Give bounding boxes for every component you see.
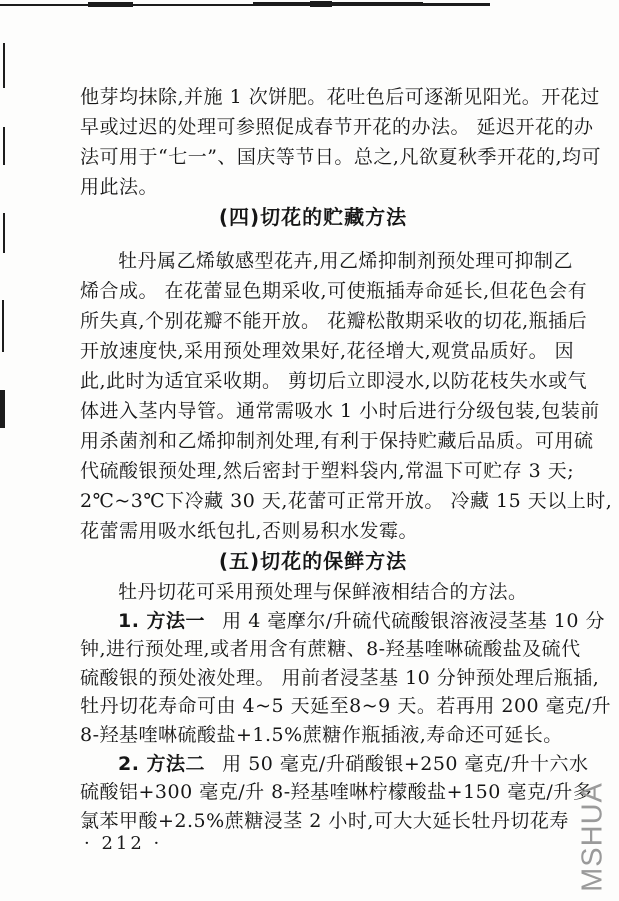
scan-artifact-top-line xyxy=(373,4,387,6)
scan-artifact-left-edge xyxy=(2,300,4,352)
text-line: 8-羟基喹啉硫酸盐+1.5%蔗糖作瓶插液,寿命还可延长。 xyxy=(80,723,563,746)
section-heading-storage xyxy=(80,201,546,233)
paragraph-storage-method xyxy=(80,246,613,546)
watermark-text: MSHUA xyxy=(576,782,609,892)
text-line: 牡丹切花寿命可由 4~5 天延至8~9 天。若再用 200 毫克/升 xyxy=(80,695,612,718)
text-line-method-1 xyxy=(80,607,605,636)
heading-text: (五)切花的保鲜方法 xyxy=(218,549,408,573)
text-line: 花蕾需用吸水纸包扎,否则易积水发霉。 xyxy=(80,520,419,542)
text-line: 此,此时为适宜采收期。 剪切后立即浸水,以防花枝失水或气 xyxy=(80,370,588,392)
text-line: 烯合成。 在花蕾显色期采收,可使瓶插寿命延长,但花色会有 xyxy=(80,280,588,302)
text-line: 代硫酸银预处理,然后密封于塑料袋内,常温下可贮存 3 天; xyxy=(80,460,575,482)
page-number: · 212 · xyxy=(84,833,163,854)
scan-artifact-left-edge xyxy=(3,213,5,253)
text-line: 牡丹切花可采用预处理与保鲜液相结合的方法。 xyxy=(118,581,528,603)
text-line: 用杀菌剂和乙烯抑制剂处理,有利于保持贮藏后品质。可用硫 xyxy=(80,430,594,452)
scan-artifact-top-line xyxy=(392,3,490,6)
text-line: 体进入茎内导管。通常需吸水 1 小时后进行分级包装,包装前 xyxy=(80,400,600,422)
text-line: 他芽均抹除,并施 1 次饼肥。花吐色后可逐渐见阳光。开花过 xyxy=(80,86,600,108)
method-1-label: 1. 方法一 xyxy=(118,609,206,632)
scan-artifact-top-line xyxy=(130,4,255,6)
text-line-method-2 xyxy=(80,750,589,779)
scan-artifact-top-line xyxy=(310,1,332,7)
paragraph-forcing-bloom xyxy=(80,82,602,202)
method-1-text: 用 4 毫摩尔/升硫代硫酸银溶液浸茎基 10 分 xyxy=(222,609,605,632)
heading-text: (四)切花的贮藏方法 xyxy=(218,205,408,229)
text-line: 硫酸铝+300 毫克/升 8-羟基喹啉柠檬酸盐+150 毫克/升多 xyxy=(80,781,593,804)
paragraph-preservation-methods xyxy=(80,578,612,835)
text-line: 2℃~3℃下冷藏 30 天,花蕾可正常开放。 冷藏 15 天以上时, xyxy=(80,490,613,512)
text-line: 开放速度快,采用预处理效果好,花径增大,观赏品质好。 因 xyxy=(80,340,575,362)
text-line: 法可用于“七一”、国庆等节日。总之,凡欲夏秋季开花的,均可 xyxy=(80,146,602,168)
text-line: 氯苯甲酸+2.5%蔗糖浸茎 2 小时,可大大延长牡丹切花寿 xyxy=(80,809,569,832)
section-heading-preservation xyxy=(80,545,546,577)
text-line: 硫酸银的预处液处理。 用前者浸茎基 10 分钟预处理后瓶插, xyxy=(80,666,600,689)
scan-artifact-left-edge xyxy=(0,390,5,428)
method-2-label: 2. 方法二 xyxy=(118,752,206,775)
text-line: 钟,进行预处理,或者用含有蔗糖、8-羟基喹啉硫酸盐及硫代 xyxy=(80,638,581,661)
text-line: 牡丹属乙烯敏感型花卉,用乙烯抑制剂预处理可抑制乙 xyxy=(118,250,574,272)
text-line: 所失真,个别花瓣不能开放。 花瓣松散期采收的切花,瓶插后 xyxy=(80,310,588,332)
scan-artifact-left-edge xyxy=(3,127,5,165)
text-line: 用此法。 xyxy=(80,176,159,198)
scan-artifact-left-edge xyxy=(3,43,5,88)
scan-artifact-top-line xyxy=(88,2,133,7)
scan-artifact-top-line xyxy=(336,2,366,6)
method-2-text: 用 50 毫克/升硝酸银+250 毫克/升十六水 xyxy=(222,752,589,775)
text-line: 早或过迟的处理可参照促成春节开花的办法。 延迟开花的办 xyxy=(80,116,594,138)
scan-artifact-top-line xyxy=(0,4,90,6)
